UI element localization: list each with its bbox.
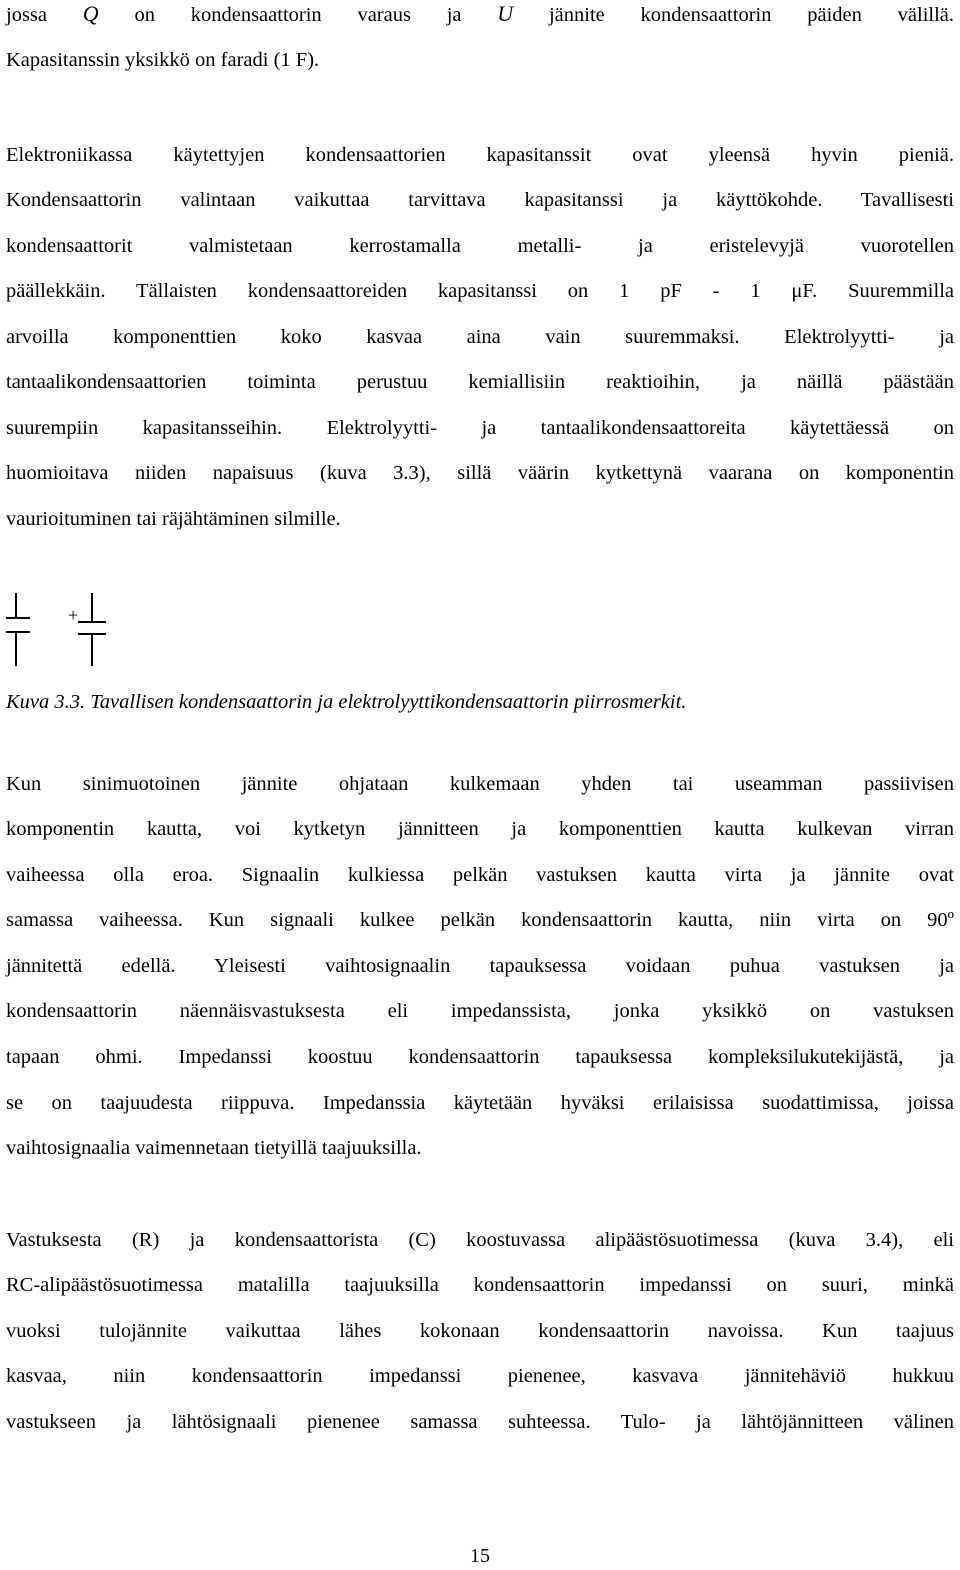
paragraph-1-line-2: Kapasitanssin yksikkö on faradi (1 F). <box>6 49 320 71</box>
paragraph-3-line: jännitettä edellä. Yleisesti vaihtosignaalin tapauksessa voidaan puhua vastuksen ja <box>6 955 954 977</box>
paragraph-3-line: samassa vaiheessa. Kun signaali kulkee pelkän kondensaattorin kautta, niin virta on 90º <box>6 909 954 931</box>
paragraph-2-line: kondensaattorit valmistetaan kerrostamalla metalli- ja eristelevyjä vuorotellen <box>6 235 954 257</box>
paragraph-1-line-1: jossa Q on kondensaattorin varaus ja U jännite kondensaattorin päiden välillä. <box>6 1 955 26</box>
figure-caption: Kuva 3.3. Tavallisen kondensaattorin ja elektrolyyttikondensaattorin piirrosmerkit. <box>6 691 687 713</box>
math-symbol-u: U <box>497 1 514 26</box>
capacitor-symbols-figure <box>6 590 126 670</box>
paragraph-3-line: Kun sinimuotoinen jännite ohjataan kulkemaan yhden tai useamman passiivisen <box>6 773 954 795</box>
paragraph-3-line: komponentin kautta, voi kytketyn jännitteen ja komponenttien kautta kulkevan virran <box>6 818 954 840</box>
paragraph-3-line: vaiheessa olla eroa. Signaalin kulkiessa pelkän vastuksen kautta virta ja jännite ovat <box>6 864 954 886</box>
paragraph-2-line: vaurioituminen tai räjähtäminen silmille. <box>6 508 341 530</box>
paragraph-3-line: se on taajuudesta riippuva. Impedanssia käytetään hyväksi erilaisissa suodattimissa, joissa <box>6 1092 954 1114</box>
paragraph-3-line: kondensaattorin näennäisvastuksesta eli impedanssista, jonka yksikkö on vastuksen <box>6 1000 954 1022</box>
paragraph-4-line: vuoksi tulojännite vaikuttaa lähes kokonaan kondensaattorin navoissa. Kun taajuus <box>6 1320 954 1342</box>
paragraph-2-line: Elektroniikassa käytettyjen kondensaattorien kapasitanssit ovat yleensä hyvin pieniä. <box>6 144 954 166</box>
paragraph-4-line: RC-alipäästösuotimessa matalilla taajuuksilla kondensaattorin impedanssi on suuri, minkä <box>6 1274 954 1296</box>
electrolytic-capacitor-symbol <box>78 593 106 666</box>
math-symbol-q: Q <box>82 1 99 26</box>
paragraph-2-line: tantaalikondensaattorien toiminta perustuu kemiallisiin reaktioihin, ja näillä päästään <box>6 371 954 393</box>
paragraph-4-line: kasvaa, niin kondensaattorin impedanssi pienenee, kasvava jännitehäviö hukkuu <box>6 1365 954 1387</box>
page-number: 15 <box>470 1545 490 1567</box>
paragraph-2-line: arvoilla komponenttien koko kasvaa aina vain suuremmaksi. Elektrolyytti- ja <box>6 326 954 348</box>
paragraph-2-line: suurempiin kapasitansseihin. Elektrolyytti- ja tantaalikondensaattoreita käytettäessä on <box>6 417 954 439</box>
paragraph-4-line: Vastuksesta (R) ja kondensaattorista (C) koostuvassa alipäästösuotimessa (kuva 3.4), eli <box>6 1229 954 1251</box>
paragraph-2-line: päällekkäin. Tällaisten kondensaattoreiden kapasitanssi on 1 pF - 1 μF. Suuremmilla <box>6 280 954 302</box>
paragraph-4-line: vastukseen ja lähtösignaali pienenee samassa suhteessa. Tulo- ja lähtöjännitteen välinen <box>6 1411 954 1433</box>
capacitor-symbol <box>6 593 30 666</box>
paragraph-3-line: vaihtosignaalia vaimennetaan tietyillä taajuuksilla. <box>6 1137 422 1159</box>
plus-sign: + <box>68 605 79 625</box>
paragraph-2-line: huomioitava niiden napaisuus (kuva 3.3), sillä väärin kytkettynä vaarana on komponentin <box>6 462 954 484</box>
paragraph-2-line: Kondensaattorin valintaan vaikuttaa tarvittava kapasitanssi ja käyttökohde. Tavallisesti <box>6 189 954 211</box>
paragraph-3-line: tapaan ohmi. Impedanssi koostuu kondensaattorin tapauksessa kompleksilukutekijästä, ja <box>6 1046 954 1068</box>
